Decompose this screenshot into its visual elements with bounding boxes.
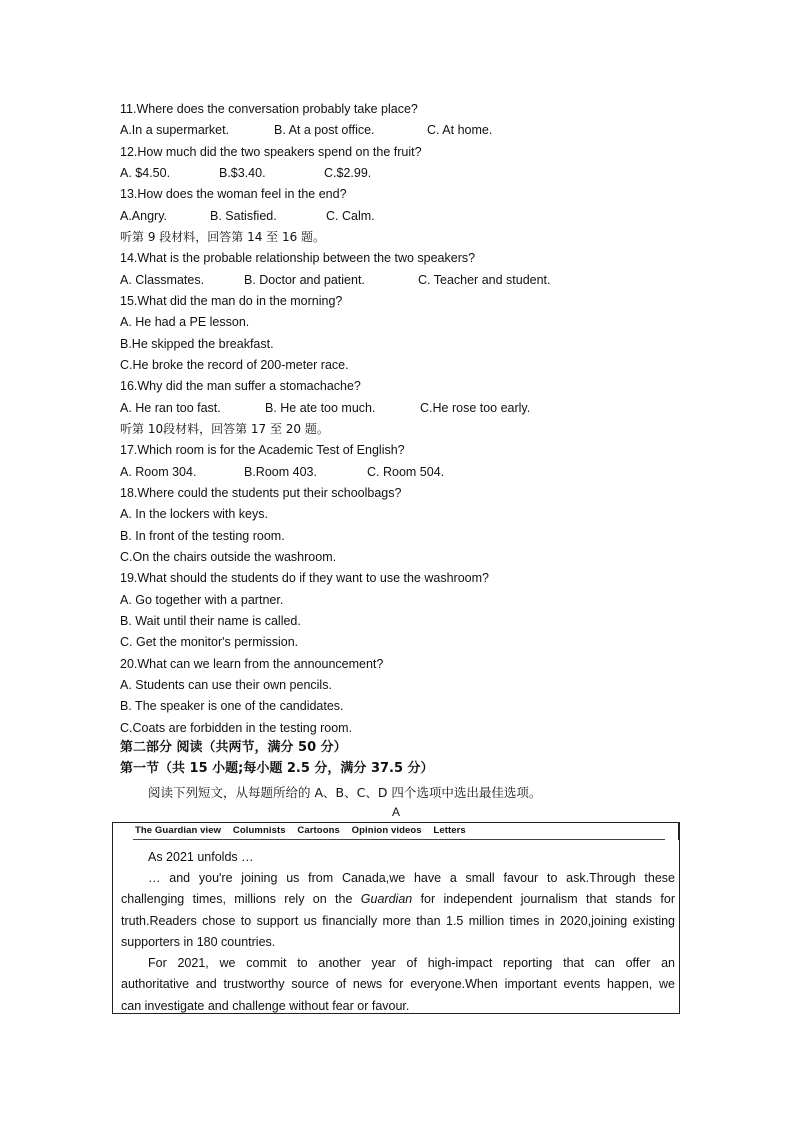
option-c: C. At home. xyxy=(427,123,493,137)
nav-letters: Letters xyxy=(433,825,466,836)
listening-section-9: 听第 9 段材料，回答第 14 至 16 题。 xyxy=(120,230,326,244)
option-b: B.He skipped the breakfast. xyxy=(120,337,274,351)
option-a: A. Classmates. xyxy=(120,273,205,287)
option-c: C.He rose too early. xyxy=(420,401,531,415)
question-17: 17.Which room is for the Academic Test of English? xyxy=(120,443,405,457)
option-a: A.Angry. xyxy=(120,209,168,223)
p2-line-3: can investigate and challenge without fear or favour. xyxy=(121,998,410,1013)
option-a: A. He had a PE lesson. xyxy=(120,315,250,329)
article-paragraph-1 xyxy=(121,868,675,953)
nav-guardian-view: The Guardian view xyxy=(135,825,222,836)
option-c: C. Calm. xyxy=(326,209,375,223)
option-b: B.$3.40. xyxy=(219,166,266,180)
nav-columnists: Columnists xyxy=(232,825,286,836)
p1-line-2b: for independent journalism that stands for xyxy=(412,892,675,907)
nav-edge-mark xyxy=(678,822,680,840)
part2-title: 第二部分 阅读（共两节，满分 50 分） xyxy=(120,740,347,755)
option-b: B. He ate too much. xyxy=(265,401,376,415)
question-13: 13.How does the woman feel in the end? xyxy=(120,187,347,201)
option-b: B. At a post office. xyxy=(274,123,375,137)
p2-line-1: For 2021, we commit to another year of high-impact reporting that can offer an xyxy=(148,956,675,970)
nav-cartoons: Cartoons xyxy=(297,825,340,836)
option-a: A. He ran too fast. xyxy=(120,401,221,415)
listening-section-10: 听第 10段材料，回答第 17 至 20 题。 xyxy=(120,422,329,436)
option-a: A. $4.50. xyxy=(120,166,171,180)
p1-line-2a: challenging times, millions rely on the xyxy=(121,892,361,907)
option-b: B.Room 403. xyxy=(244,465,317,479)
option-a: A. Go together with a partner. xyxy=(120,593,284,607)
option-b: B. Wait until their name is called. xyxy=(120,614,301,628)
guardian-name: Guardian xyxy=(360,892,413,907)
question-16: 16.Why did the man suffer a stomachache? xyxy=(120,379,361,393)
question-14: 14.What is the probable relationship between the two speakers? xyxy=(120,251,476,265)
option-c: C. Teacher and student. xyxy=(418,273,551,287)
passage-label: A xyxy=(392,805,401,819)
option-c: C. Room 504. xyxy=(367,465,445,479)
option-b: B. The speaker is one of the candidates. xyxy=(120,699,344,713)
question-15: 15.What did the man do in the morning? xyxy=(120,294,343,308)
question-11: 11.Where does the conversation probably take place? xyxy=(120,102,418,116)
question-19: 19.What should the students do if they want to use the washroom? xyxy=(120,571,489,585)
question-12: 12.How much did the two speakers spend on the fruit? xyxy=(120,145,422,159)
option-c: C.$2.99. xyxy=(324,166,372,180)
article-paragraph-2 xyxy=(121,953,675,1017)
p1-line-1: … and you're joining us from Canada,we have a small favour to ask.Through these xyxy=(148,871,675,885)
option-b: B. Doctor and patient. xyxy=(244,273,365,287)
guardian-nav xyxy=(135,825,475,836)
option-a: A. In the lockers with keys. xyxy=(120,507,268,521)
nav-divider xyxy=(133,839,665,840)
option-b: B. Satisfied. xyxy=(210,209,277,223)
option-a: A.In a supermarket. xyxy=(120,123,230,137)
question-18: 18.Where could the students put their schoolbags? xyxy=(120,486,402,500)
p1-line-3: truth.Readers chose to support us financially more than 1.5 million times in 2020,joining existing xyxy=(121,913,675,928)
option-c: C.On the chairs outside the washroom. xyxy=(120,550,337,564)
option-a: A. Students can use their own pencils. xyxy=(120,678,332,692)
option-c: C. Get the monitor's permission. xyxy=(120,635,299,649)
p2-line-2: authoritative and trustworthy source of news for everyone.When important events happen, we xyxy=(121,977,675,992)
option-a: A. Room 304. xyxy=(120,465,197,479)
option-c: C.Coats are forbidden in the testing room. xyxy=(120,721,353,735)
option-b: B. In front of the testing room. xyxy=(120,529,285,543)
question-20: 20.What can we learn from the announcement? xyxy=(120,657,384,671)
p1-line-4: supporters in 180 countries. xyxy=(121,934,276,949)
article-intro xyxy=(121,847,675,868)
part2-section1-title: 第一节（共 15 小题;每小题 2.5 分，满分 37.5 分） xyxy=(120,761,434,776)
reading-instruction: 阅读下列短文，从每题所给的 A、B、C、D 四个选项中选出最佳选项。 xyxy=(148,785,542,800)
nav-opinion-videos: Opinion videos xyxy=(351,825,422,836)
intro-text: As 2021 unfolds … xyxy=(148,850,254,864)
option-c: C.He broke the record of 200-meter race. xyxy=(120,358,349,372)
article-box xyxy=(112,822,680,1014)
